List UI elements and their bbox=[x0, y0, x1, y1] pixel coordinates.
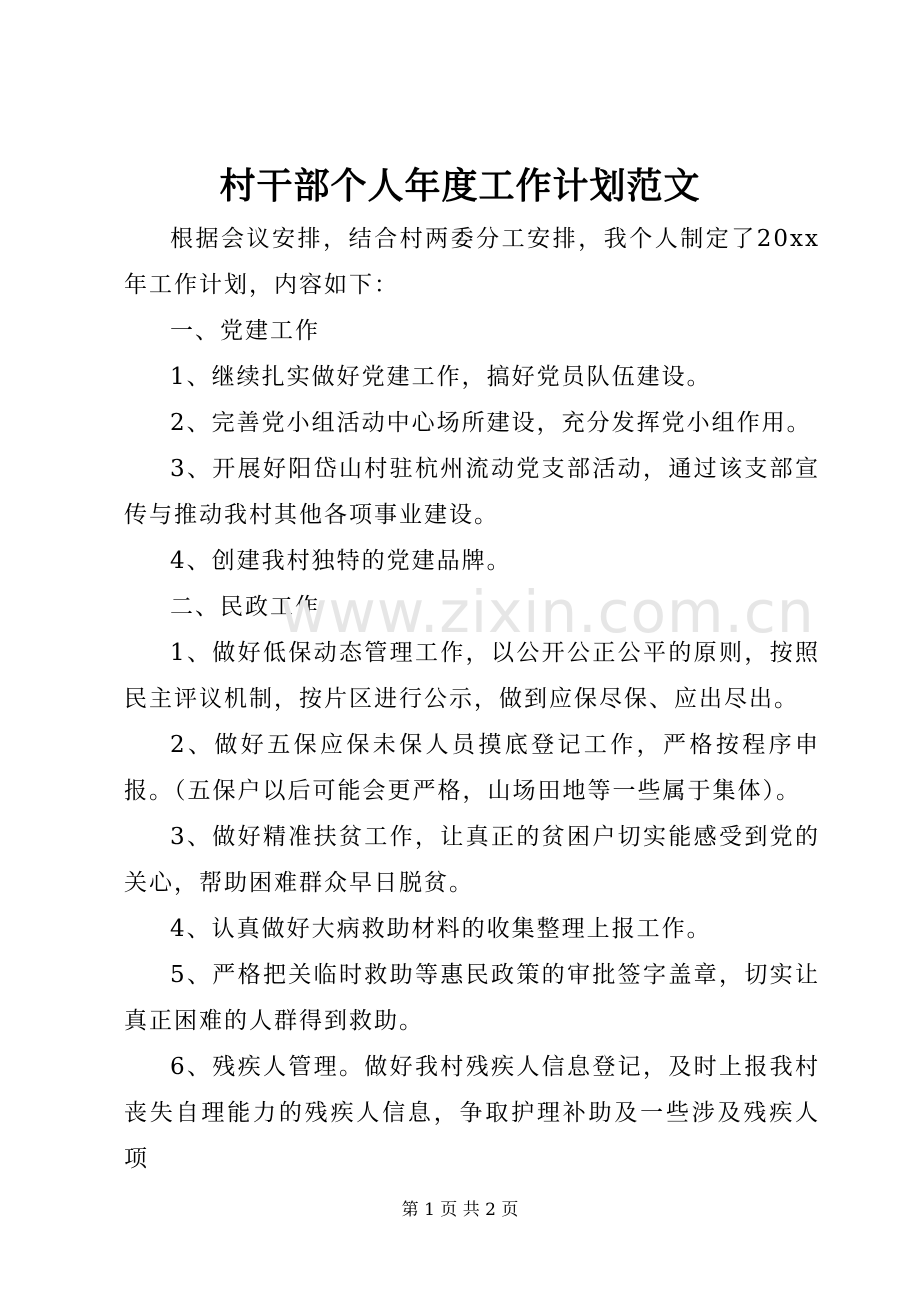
document-body bbox=[124, 216, 820, 1182]
paragraph-item: 4、认真做好大病救助材料的收集整理上报工作。 bbox=[170, 916, 712, 942]
paragraph-item: 5、严格把关临时救助等惠民政策的审批签字盖章，切实让真正困难的人群得到救助。 bbox=[124, 962, 820, 1034]
paragraph-item: 1、继续扎实做好党建工作，搞好党员队伍建设。 bbox=[170, 364, 712, 390]
paragraph-item: 6、残疾人管理。做好我村残疾人信息登记，及时上报我村丧失自理能力的残疾人信息，争取护理补助及一些涉及残疾人项 bbox=[124, 1054, 820, 1172]
paragraph-item: 4、创建我村独特的党建品牌。 bbox=[170, 548, 512, 574]
section-heading-civil-affairs: 二、民政工作 bbox=[170, 594, 320, 620]
page-footer: 第 1 页 共 2 页 bbox=[401, 1200, 519, 1220]
paragraph-item: 3、开展好阳岱山村驻杭州流动党支部活动，通过该支部宣传与推动我村其他各项事业建设。 bbox=[124, 456, 820, 528]
section-heading-party-building: 一、党建工作 bbox=[170, 318, 320, 344]
paragraph-item: 2、完善党小组活动中心场所建设，充分发挥党小组作用。 bbox=[170, 410, 812, 436]
paragraph-intro: 根据会议安排，结合村两委分工安排，我个人制定了20xx年工作计划，内容如下： bbox=[124, 226, 820, 298]
paragraph-item: 1、做好低保动态管理工作，以公开公正公平的原则，按照民主评议机制，按片区进行公示，做到应保尽保、应出尽出。 bbox=[124, 640, 820, 712]
paragraph-item: 3、做好精准扶贫工作，让真正的贫困户切实能感受到党的关心，帮助困难群众早日脱贫。 bbox=[124, 824, 820, 896]
watermark: www.zixin.com.cn bbox=[280, 578, 815, 646]
paragraph-item: 2、做好五保应保未保人员摸底登记工作，严格按程序申报。（五保户以后可能会更严格，山场田地等一些属于集体）。 bbox=[124, 732, 820, 804]
document-title: 村干部个人年度工作计划范文 bbox=[219, 165, 701, 207]
